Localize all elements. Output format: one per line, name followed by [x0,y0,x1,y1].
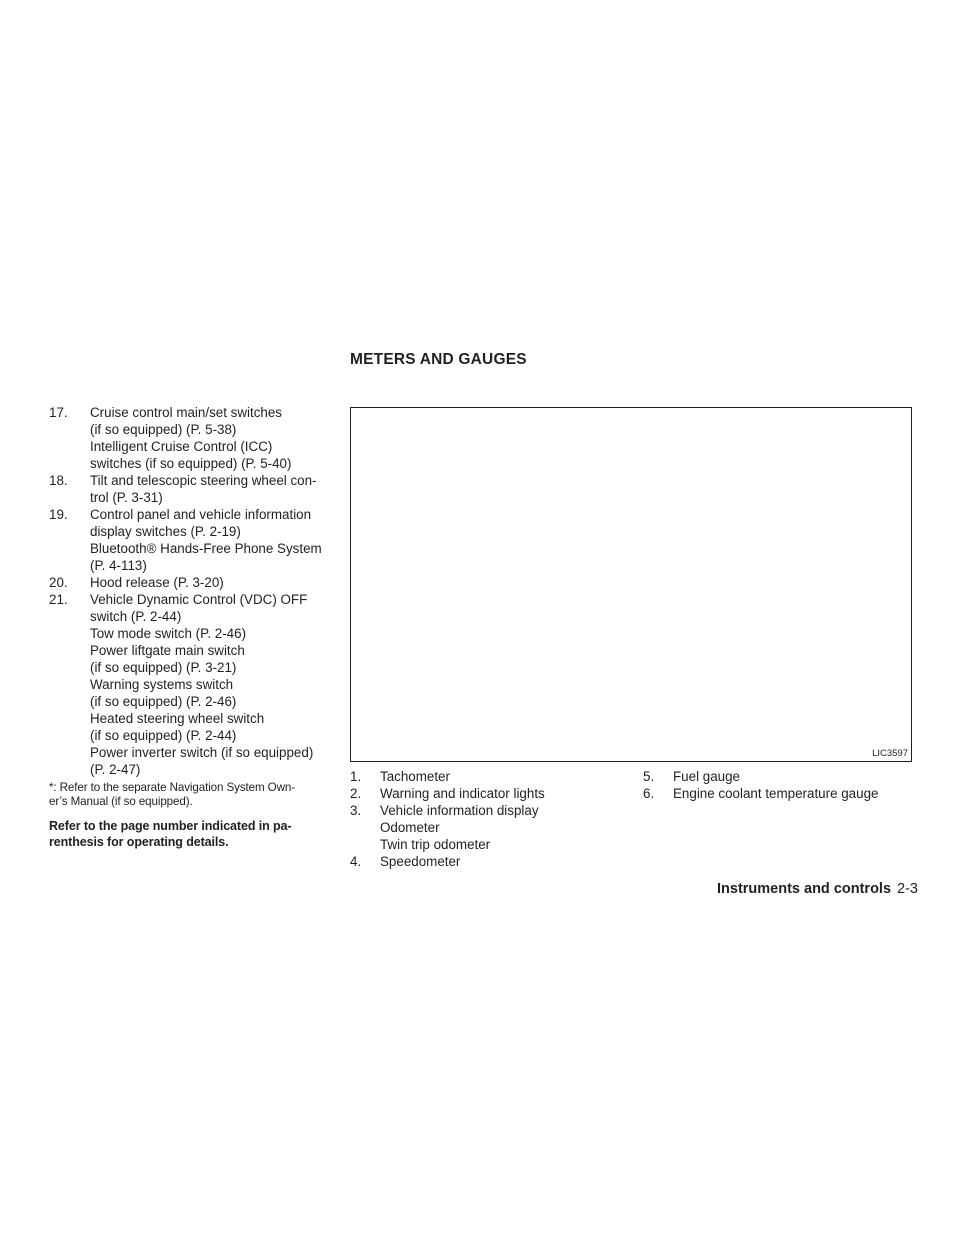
item-line: Cruise control main/set switches [90,405,283,420]
page-number: 2-3 [897,881,918,897]
item-line: Intelligent Cruise Control (ICC) [90,439,273,454]
item-line: switches (if so equipped) (P. 5-40) [90,456,292,471]
item-number: 1. [350,769,362,784]
item-line: (if so equipped) (P. 2-46) [90,694,237,709]
list-item [49,591,331,778]
list-item [49,506,331,574]
item-line: (if so equipped) (P. 3-21) [90,660,237,675]
item-line: Vehicle Dynamic Control (VDC) OFF [90,592,308,607]
page-footer [717,881,918,897]
item-label: Engine coolant temperature gauge [673,786,879,801]
list-item [643,785,923,802]
item-label: Speedometer [380,854,461,869]
controls-list [49,404,331,850]
item-sub: Twin trip odometer [380,837,491,852]
list-item [49,574,331,591]
item-line: Tow mode switch (P. 2-46) [90,626,247,641]
item-line: (P. 2-47) [90,762,141,777]
item-number: 21. [49,592,68,607]
item-line: Heated steering wheel switch [90,711,265,726]
list-item [350,768,610,785]
item-line: Tilt and telescopic steering wheel con- [90,473,317,488]
list-item [350,853,610,870]
item-line: trol (P. 3-31) [90,490,163,505]
item-number: 5. [643,769,655,784]
item-line: Bluetooth® Hands-Free Phone System [90,541,322,556]
item-line: (if so equipped) (P. 2-44) [90,728,237,743]
list-item [643,768,923,785]
item-number: 20. [49,575,68,590]
list-item [49,472,331,506]
item-line: (if so equipped) (P. 5-38) [90,422,237,437]
item-label: Vehicle information display [380,803,539,818]
item-line: Warning systems switch [90,677,234,692]
section-title: METERS AND GAUGES [350,351,527,368]
footnote [49,781,331,809]
item-line: Power liftgate main switch [90,643,245,658]
gauge-list-right [643,768,923,802]
list-item [49,404,331,472]
item-number: 4. [350,854,362,869]
figure-code: LIC3597 [872,748,908,759]
item-sub: Odometer [380,820,440,835]
item-line: (P. 4-113) [90,558,147,573]
item-label: Warning and indicator lights [380,786,545,801]
list-item [350,802,610,853]
item-number: 2. [350,786,362,801]
item-line: switch (P. 2-44) [90,609,182,624]
item-number: 6. [643,786,655,801]
item-number: 19. [49,507,68,522]
item-line: Hood release (P. 3-20) [90,575,224,590]
item-line: display switches (P. 2-19) [90,524,241,539]
refer-line: renthesis for operating details. [49,835,229,849]
refer-line: Refer to the page number indicated in pa- [49,819,292,833]
footer-section: Instruments and controls [717,881,892,897]
item-label: Tachometer [380,769,450,784]
item-line: Power inverter switch (if so equipped) [90,745,314,760]
item-number: 3. [350,803,362,818]
footnote-line: *: Refer to the separate Navigation System Own- [49,781,295,794]
instrument-panel-figure [350,407,912,762]
gauge-list-left [350,768,610,870]
footnote-line: er’s Manual (if so equipped). [49,795,193,808]
item-number: 17. [49,405,68,420]
item-line: Control panel and vehicle information [90,507,312,522]
item-number: 18. [49,473,68,488]
list-item [350,785,610,802]
item-label: Fuel gauge [673,769,741,784]
refer-note [49,818,331,850]
